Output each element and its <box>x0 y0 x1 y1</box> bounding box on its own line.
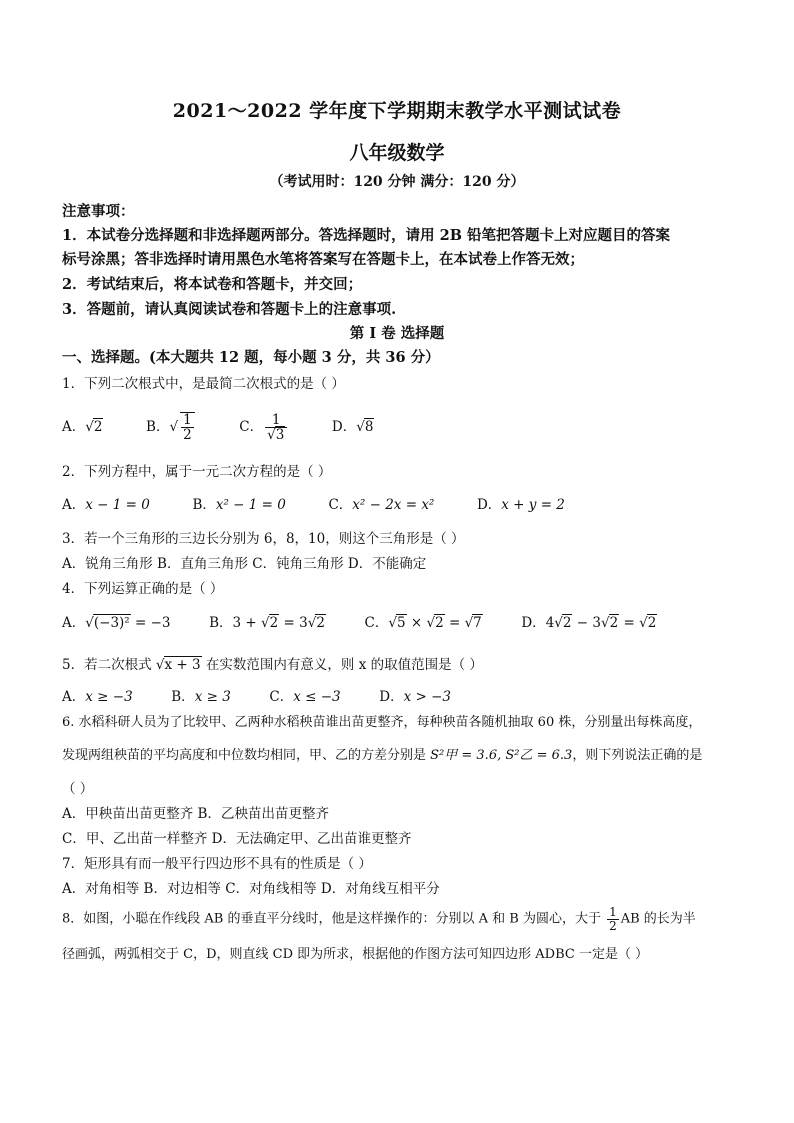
section-one-heading: 一、选择题。(本大题共 12 题，每小题 3 分，共 36 分） <box>62 349 440 366</box>
q2-option-c: C．x² − 2x = x² <box>328 497 435 513</box>
q2-option-a: A．x − 1 = 0 <box>62 497 150 513</box>
q1-option-a: A．√2 <box>62 418 103 435</box>
question-6-options-cd: C．甲、乙出苗一样整齐 D．无法确定甲、乙出苗谁更整齐 <box>62 831 412 847</box>
notice-item-2: 2．考试结束后，将本试卷和答题卡，并交回； <box>62 276 363 293</box>
q4-option-d: D．4√2 − 3√2 = √2 <box>521 615 657 631</box>
part-one-heading: 第 I 卷 选择题 <box>349 325 445 342</box>
question-7-options: A．对角相等 B．对边相等 C．对角线相等 D．对角线互相平分 <box>62 881 440 897</box>
q4-option-b: B．3 + √2 = 3√2 <box>209 615 325 631</box>
question-8-line-2: 径画弧，两弧相交于 C，D，则直线 CD 即为所求，根据他的作图方法可知四边形 ADBC 一定是（ ） <box>62 947 649 962</box>
q1-option-c: C． $\frac{1}{√3}$ <box>239 419 289 435</box>
q5-option-a: A．x ≥ −3 <box>62 689 133 705</box>
q5-option-c: C．x ≤ −3 <box>269 689 341 705</box>
q1-option-b: B．√ $\frac{1}{2}$ <box>146 419 197 435</box>
question-6-line-2: 发现两组秧苗的平均高度和中位数均相同，甲、乙的方差分别是 S²甲 = 3.6, S²乙 = 6.3，则下列说法正确的是 <box>62 748 703 763</box>
q2-option-d: D．x + y = 2 <box>476 497 565 513</box>
question-7-stem: 7．矩形具有而一般平行四边形不具有的性质是（ ） <box>62 856 372 872</box>
notice-heading: 注意事项： <box>62 203 135 220</box>
question-6-line-3: （ ） <box>62 781 94 797</box>
exam-info: （考试用时：120 分钟 满分：120 分） <box>269 174 525 190</box>
question-5-stem: 5．若二次根式 √x + 3 在实数范围内有意义，则 x 的取值范围是（ ） <box>62 657 483 673</box>
q1-option-d: D．√8 <box>331 418 374 435</box>
q4-option-c: C．√5 × √2 = √7 <box>364 615 482 631</box>
q2-option-b: B．x² − 1 = 0 <box>192 497 286 513</box>
notice-item-1-line-1: 1．本试卷分选择题和非选择题两部分。答选择题时，请用 2B 铅笔把答题卡上对应题目的答案 <box>62 227 671 244</box>
q4-option-a: A．√(−3)² = −3 <box>62 615 171 631</box>
exam-subtitle: 八年级数学 <box>349 142 445 164</box>
notice-item-3: 3．答题前，请认真阅读试卷和答题卡上的注意事项. <box>62 301 397 318</box>
question-6-options-ab: A．甲秧苗出苗更整齐 B．乙秧苗出苗更整齐 <box>62 806 329 822</box>
question-2-stem: 2．下列方程中，属于一元二次方程的是（ ） <box>62 464 332 480</box>
question-1-stem: 1．下列二次根式中，是最简二次根式的是（ ） <box>62 376 345 392</box>
question-3-options: A．锐角三角形 B．直角三角形 C．钝角三角形 D．不能确定 <box>62 556 427 572</box>
q5-option-b: B．x ≥ 3 <box>171 689 231 705</box>
question-3-stem: 3．若一个三角形的三边长分别为 6，8，10，则这个三角形是（ ） <box>62 531 465 547</box>
question-6-line-1: 6. 水稻科研人员为了比较甲、乙两种水稻秧苗谁出苗更整齐，每种秧苗各随机抽取 60 株，分别量出每株高度， <box>62 715 702 730</box>
question-5-options <box>62 685 451 705</box>
question-4-stem: 4．下列运算正确的是（ ） <box>62 581 224 597</box>
question-1-options <box>62 412 374 442</box>
exam-title: 2021～2022 学年度下学期期末教学水平测试试卷 <box>172 100 622 122</box>
q5-option-d: D．x > −3 <box>379 689 451 705</box>
notice-item-1-line-2: 标号涂黑；答非选择时请用黑色水笔将答案写在答题卡上，在本试卷上作答无效； <box>62 251 584 268</box>
question-2-options <box>62 493 565 513</box>
question-8-line-1: 8．如图，小聪在作线段 AB 的垂直平分线时，他是这样操作的：分别以 A 和 B 为圆心，大于 $\frac{1}{2}$ AB 的长为半 <box>62 905 696 933</box>
question-4-options <box>62 611 657 631</box>
